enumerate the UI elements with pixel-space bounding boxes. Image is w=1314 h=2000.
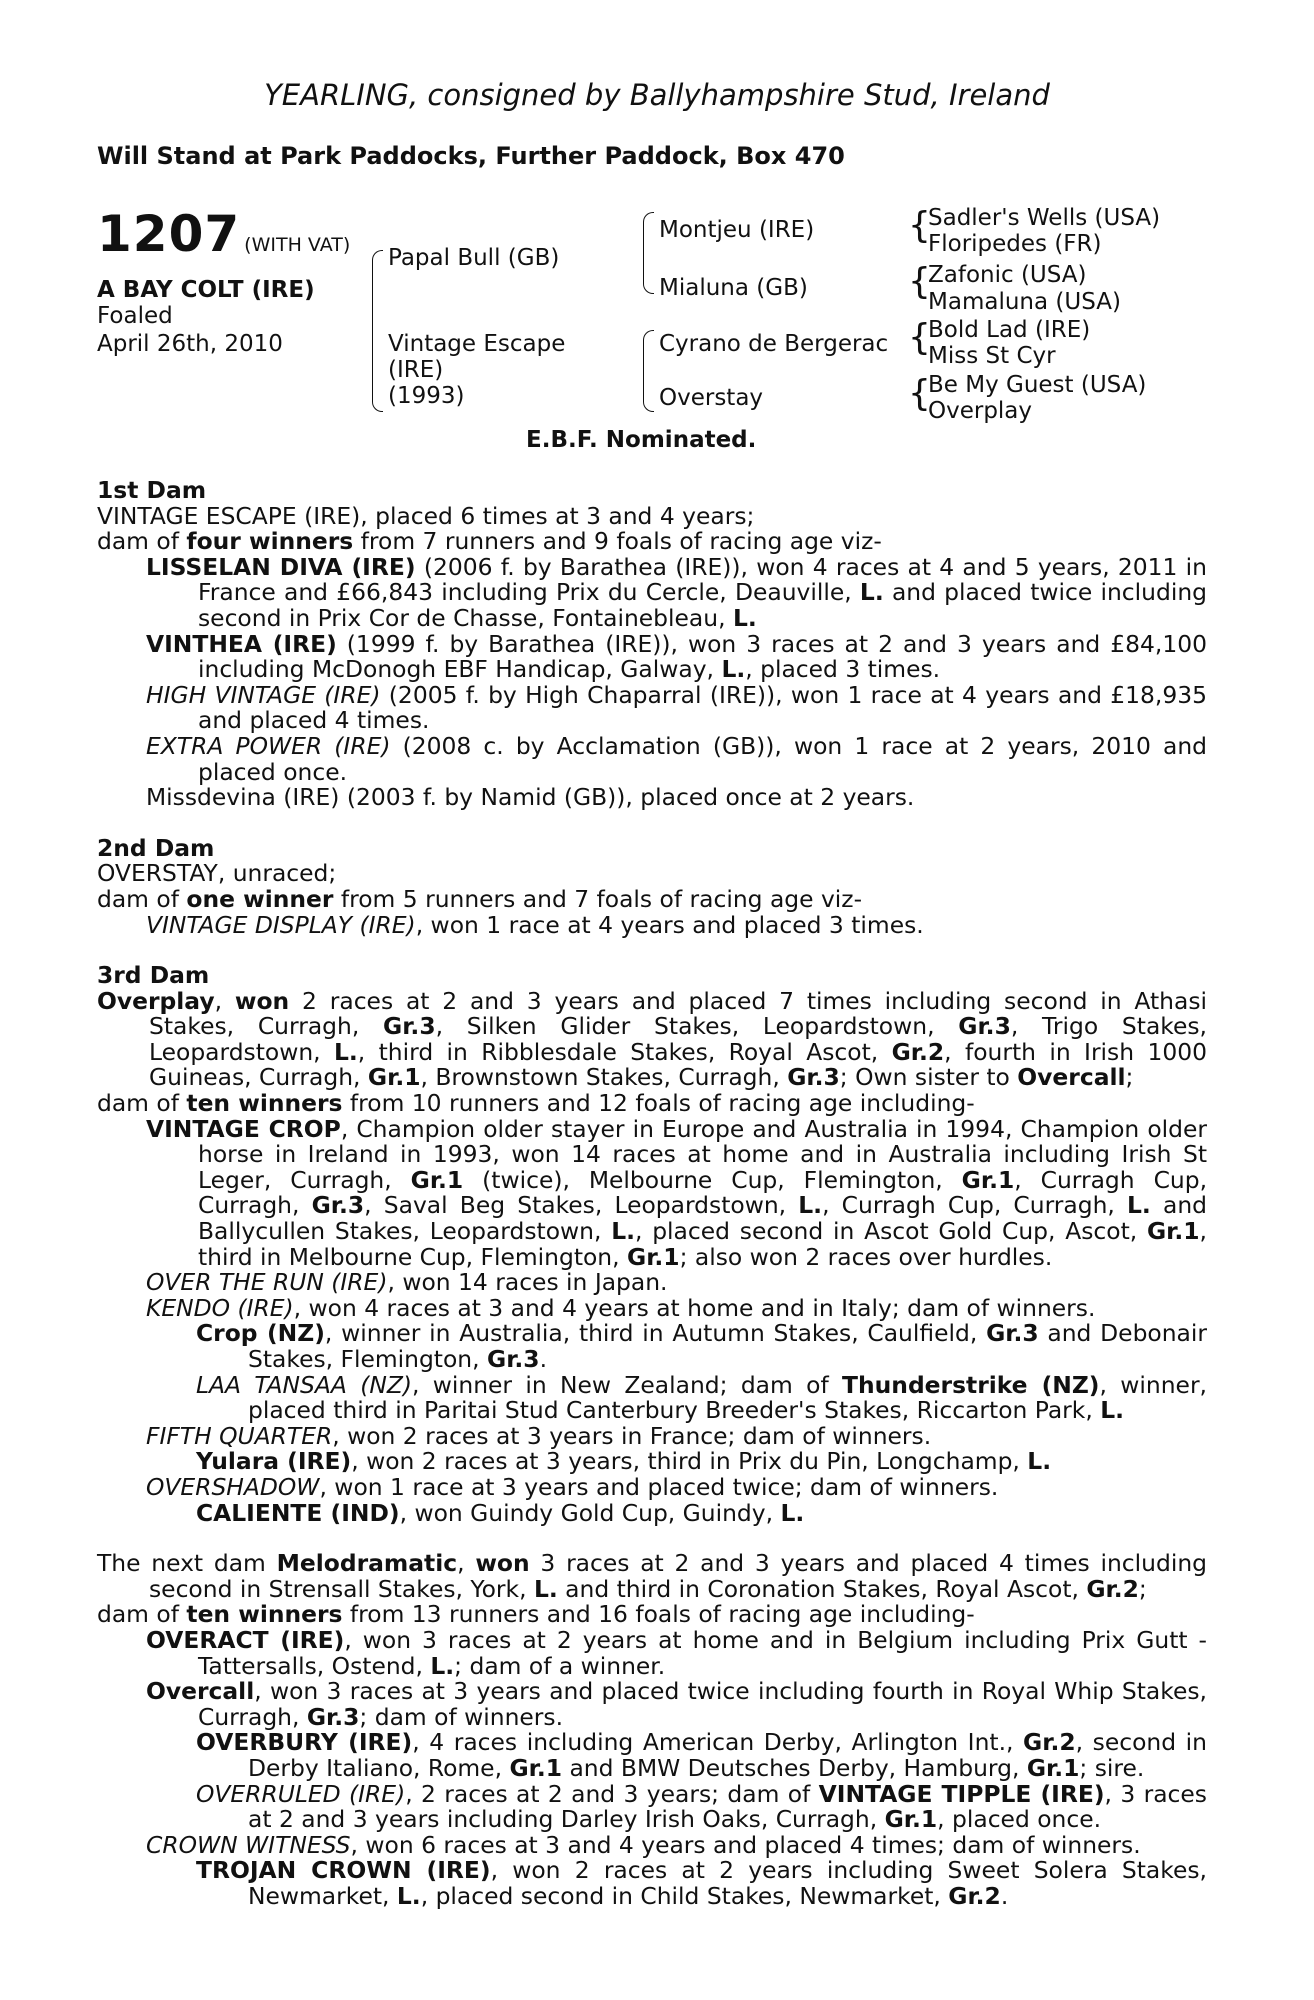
second-dam-heading: 2nd Dam [97, 833, 215, 862]
produce-laa-tansaa: LAA TANSAA (NZ), winner in New Zealand; dam of Thunderstrike (NZ), winner, placed third in Paritai Stud Canterbury Breeder's Stakes, Riccarton Park, L. [196, 1370, 1207, 1425]
pedigree-dam-dam: Overstay [659, 385, 764, 411]
pedigree-dam-name: Vintage Escape [388, 331, 566, 357]
brace-3: { [908, 317, 931, 358]
sire-line-bracket [643, 212, 654, 294]
next-dam-melodramatic: The next dam Melodramatic, won 3 races at 2 and 3 years and placed 4 times including second in Strensall Stakes, York, L. and third in Coronation Stakes, Royal Ascot, Gr.2; [97, 1549, 1207, 1603]
produce-extra-power: EXTRA POWER (IRE) (2008 c. by Acclamation (GB)), won 1 race at 2 years, 2010 and placed once. [146, 731, 1208, 786]
pedigree-sire: Papal Bull (GB) [388, 245, 560, 271]
third-dam-produce: dam of ten winners from 10 runners and 12 foals of racing age including- [97, 1089, 975, 1118]
pedigree-sds: Zafonic (USA) [928, 262, 1087, 288]
lot-header [97, 205, 350, 263]
produce-high-vintage: HIGH VINTAGE (IRE) (2005 f. by High Chaparral (IRE)), won 1 race at 4 years and £18,935 and placed 4 times. [146, 680, 1207, 735]
produce-overshadow: OVERSHADOW, won 1 race at 3 years and placed twice; dam of winners. [146, 1472, 999, 1501]
pedigree-dam-country: (IRE) [388, 357, 444, 383]
brace-1: { [908, 205, 931, 246]
pedigree-ssd: Floripedes (FR) [928, 231, 1102, 257]
brace-2: { [908, 261, 931, 302]
produce-overcall: Overcall, won 3 races at 3 years and placed twice including fourth in Royal Whip Stakes, Curragh, Gr.3; dam of winners. [146, 1677, 1207, 1731]
lot-number: 1207 [97, 205, 241, 263]
horse-name: A BAY COLT (IRE) [97, 277, 315, 303]
dam-line-bracket [643, 330, 654, 412]
pedigree-ddd: Overplay [928, 398, 1033, 424]
third-dam-overplay: Overplay, won 2 races at 2 and 3 years and placed 7 times including second in Athasi Stakes, Curragh, Gr.3, Silken Glider Stakes, Leopardstown, Gr.3, Trigo Stakes, Leopardstown, L., third in Ribblesdale Stakes, Royal Ascot, Gr.2, fourth in Irish 1000 Guineas, Curragh, Gr.1, Brownstown Stakes, Curragh, Gr.3; Own sister to Overcall; [97, 986, 1208, 1092]
second-dam-summary: OVERSTAY, unraced; [97, 859, 337, 888]
produce-missdevina: Missdevina (IRE) (2003 f. by Namid (GB)), placed once at 2 years. [146, 783, 915, 812]
ebf-nominated: E.B.F. Nominated. [526, 427, 757, 453]
sire-dam-bracket [372, 250, 383, 412]
next-dam-produce: dam of ten winners from 13 runners and 16 foals of racing age including- [97, 1600, 975, 1629]
third-dam-heading: 3rd Dam [97, 961, 210, 990]
consignment-line: YEARLING, consigned by Ballyhampshire Stud, Ireland [264, 78, 1050, 112]
stand-location: Will Stand at Park Paddocks, Further Paddock, Box 470 [97, 142, 845, 170]
second-dam-produce: dam of one winner from 5 runners and 7 foals of racing age viz- [97, 884, 863, 913]
produce-overbury: OVERBURY (IRE), 4 races including American Derby, Arlington Int., Gr.2, second in Derby Italiano, Rome, Gr.1 and BMW Deutsches Derby, Hamburg, Gr.1; sire. [196, 1728, 1207, 1782]
produce-caliente: CALIENTE (IND), won Guindy Gold Cup, Guindy, L. [196, 1498, 805, 1527]
lot-vat: (WITH VAT) [244, 234, 351, 256]
produce-overruled: OVERRULED (IRE), 2 races at 2 and 3 years; dam of VINTAGE TIPPLE (IRE), 3 races at 2 and 3 years including Darley Irish Oaks, Curragh, Gr.1, placed once. [196, 1779, 1207, 1834]
pedigree-dam-sire: Cyrano de Bergerac [659, 331, 889, 357]
pedigree-dam-year: (1993) [388, 383, 465, 409]
pedigree-sire-dam: Mialuna (GB) [659, 275, 808, 301]
foaled-label: Foaled [97, 303, 173, 329]
produce-crown-witness: CROWN WITNESS, won 6 races at 3 and 4 years and placed 4 times; dam of winners. [146, 1830, 1141, 1859]
produce-yulara: Yulara (IRE), won 2 races at 3 years, third in Prix du Pin, Longchamp, L. [196, 1447, 1052, 1476]
produce-vintage-crop: VINTAGE CROP, Champion older stayer in Europe and Australia in 1994, Champion older horse in Ireland in 1993, won 14 races at home and in Australia including Irish St Leger, Curragh, Gr.1 (twice), Melbourne Cup, Flemington, Gr.1, Curragh Cup, Curragh, Gr.3, Saval Beg Stakes, Leopardstown, L., Curragh Cup, Curragh, L. and Ballycullen Stakes, Leopardstown, L., placed second in Ascot Gold Cup, Ascot, Gr.1, third in Melbourne Cup, Flemington, Gr.1; also won 2 races over hurdles. [146, 1114, 1208, 1271]
foaled-date: April 26th, 2010 [97, 331, 283, 357]
pedigree-dsd: Miss St Cyr [928, 343, 1056, 369]
first-dam-produce: dam of four winners from 7 runners and 9 foals of racing age viz- [97, 527, 882, 556]
produce-vintage-display: VINTAGE DISPLAY (IRE), won 1 race at 4 years and placed 3 times. [146, 910, 924, 939]
produce-fifth-quarter: FIFTH QUARTER, won 2 races at 3 years in France; dam of winners. [146, 1421, 932, 1450]
produce-vinthea: VINTHEA (IRE) (1999 f. by Barathea (IRE)), won 3 races at 2 and 3 years and £84,100 including McDonogh EBF Handicap, Galway, L., placed 3 times. [146, 629, 1207, 684]
pedigree-sdd: Mamaluna (USA) [928, 289, 1121, 315]
brace-4: { [908, 373, 931, 414]
pedigree-sire-sire: Montjeu (IRE) [659, 217, 815, 243]
catalogue-body [97, 478, 1207, 1909]
first-dam-summary: VINTAGE ESCAPE (IRE), placed 6 times at 3 and 4 years; [97, 501, 755, 530]
produce-over-the-run: OVER THE RUN (IRE), won 14 races in Japan. [146, 1268, 668, 1297]
produce-overact: OVERACT (IRE), won 3 races at 2 years at home and in Belgium including Prix Gutt - Tattersalls, Ostend, L.; dam of a winner. [146, 1625, 1207, 1680]
pedigree-dss: Bold Lad (IRE) [928, 317, 1091, 343]
produce-kendo: KENDO (IRE), won 4 races at 3 and 4 years at home and in Italy; dam of winners. [146, 1293, 1096, 1322]
first-dam-heading: 1st Dam [97, 476, 207, 504]
produce-trojan-crown: TROJAN CROWN (IRE), won 2 races at 2 years including Sweet Solera Stakes, Newmarket, L., placed second in Child Stakes, Newmarket, Gr.2. [196, 1856, 1207, 1910]
pedigree-sss: Sadler's Wells (USA) [928, 205, 1161, 231]
produce-crop: Crop (NZ), winner in Australia, third in Autumn Stakes, Caulfield, Gr.3 and Debonair Stakes, Flemington, Gr.3. [196, 1319, 1208, 1373]
pedigree-dds: Be My Guest (USA) [928, 372, 1147, 398]
produce-lisselan-diva: LISSELAN DIVA (IRE) (2006 f. by Barathea (IRE)), won 4 races at 4 and 5 years, 2011 in France and £66,843 including Prix du Cercle, Deauville, L. and placed twice including second in Prix Cor de Chasse, Fontainebleau, L. [146, 552, 1207, 632]
